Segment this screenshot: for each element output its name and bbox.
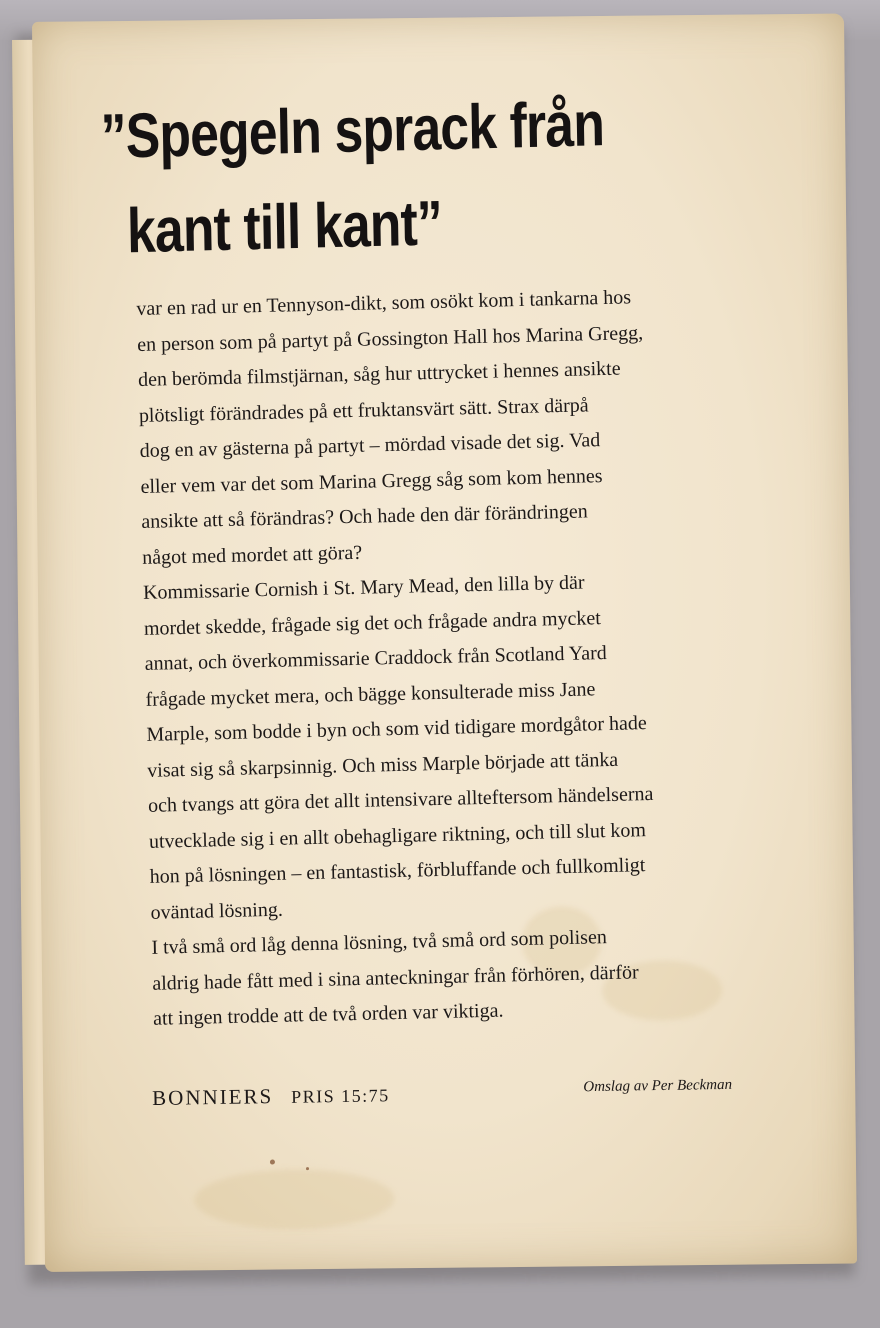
blurb-line: I två små ord låg denna lösning, två små ord som polisen xyxy=(151,926,608,959)
blurb-line: något med mordet att göra? xyxy=(141,541,363,569)
book-title xyxy=(100,77,628,279)
cover-credit: Omslag av Per Beckman xyxy=(583,1076,733,1096)
blurb-line: aldrig hade fått med i sina anteckningar från förhören, därför xyxy=(152,960,639,995)
paper-speck xyxy=(306,1167,309,1170)
title-line: ”Spegeln sprack från xyxy=(100,89,605,172)
blurb-line: var en rad ur en Tennyson-dikt, som osökt kom i tankarna hos xyxy=(136,286,632,320)
blurb-line: dog en av gästerna på partyt – mördad visade det sig. Vad xyxy=(139,429,601,462)
publisher-name: BONNIERS xyxy=(152,1084,274,1110)
blurb-line: att ingen trodde att de två orden var viktiga. xyxy=(152,999,504,1030)
blurb-line: plötsligt förändrades på ett fruktansvärt sätt. Strax därpå xyxy=(138,393,589,427)
blurb-paragraph xyxy=(136,278,743,576)
title-line: kant till kant” xyxy=(126,187,443,266)
paper-stain xyxy=(194,1168,395,1230)
blurb-line: frågade mycket mera, och bägge konsulterade miss Jane xyxy=(145,677,596,711)
blurb-line: mordet skedde, frågade sig det och frågade andra mycket xyxy=(143,606,602,640)
blurb-line: visat sig så skarpsinnig. Och miss Marple började att tänka xyxy=(147,748,619,782)
blurb-paragraph xyxy=(151,917,753,1038)
price-label: PRIS 15:75 xyxy=(291,1085,390,1107)
blurb-line: en person som på partyt på Gossington Hall hos Marina Gregg, xyxy=(136,321,644,356)
blurb-line: annat, och överkommissarie Craddock från Scotland Yard xyxy=(144,642,608,675)
blurb-line: och tvangs att göra det allt intensivare allteftersom händelserna xyxy=(147,782,654,817)
blurb-text xyxy=(136,278,753,1037)
blurb-line: hon på lösningen – en fantastisk, förbluffande och fullkomligt xyxy=(149,854,646,888)
blurb-paragraph xyxy=(143,562,751,931)
blurb-line: den berömda filmstjärnan, såg hur uttrycket i hennes ansikte xyxy=(137,357,621,391)
blurb-line: Marple, som bodde i byn och som vid tidigare mordgåtor hade xyxy=(146,712,648,746)
blurb-line: utvecklade sig i en allt obehagligare riktning, och till slut kom xyxy=(148,818,647,853)
paper-speck xyxy=(270,1160,275,1165)
blurb-line: Kommissarie Cornish i St. Mary Mead, den lilla by där xyxy=(142,571,585,604)
blurb-line: eller vem var det som Marina Gregg såg som kom hennes xyxy=(140,464,603,498)
blurb-line: oväntad lösning. xyxy=(150,898,284,924)
blurb-line: ansikte att så förändras? Och hade den där förändringen xyxy=(141,500,589,533)
